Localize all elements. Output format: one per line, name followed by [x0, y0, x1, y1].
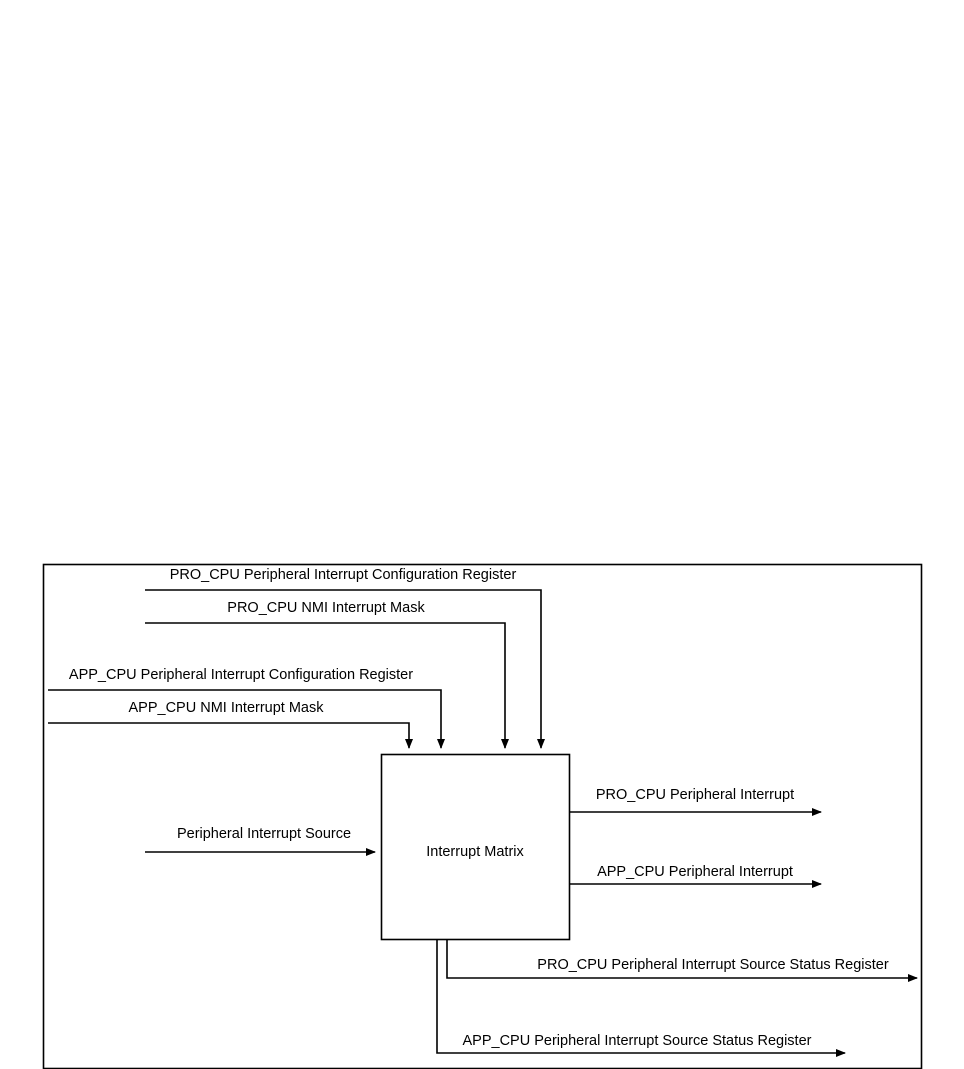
- output-label-pro-cpu-peripheral-interrupt: PRO_CPU Peripheral Interrupt: [595, 787, 795, 803]
- output-label-pro-cpu-source-status: PRO_CPU Peripheral Interrupt Source Status Register: [537, 957, 889, 973]
- input-label-app-cpu-periph-config: APP_CPU Peripheral Interrupt Configuration Register: [68, 667, 414, 683]
- input-line-app-cpu-periph-config: [48, 690, 441, 748]
- output-label-app-cpu-source-status: APP_CPU Peripheral Interrupt Source Status Register: [462, 1033, 812, 1049]
- output-stub-pro-cpu-source-status: [447, 940, 513, 978]
- output-label-app-cpu-peripheral-interrupt: APP_CPU Peripheral Interrupt: [597, 864, 793, 880]
- input-label-peripheral-interrupt-source: Peripheral Interrupt Source: [176, 826, 352, 842]
- input-label-pro-cpu-nmi-mask: PRO_CPU NMI Interrupt Mask: [227, 600, 425, 616]
- input-line-app-cpu-nmi-mask: [48, 723, 409, 748]
- input-label-pro-cpu-periph-config: PRO_CPU Peripheral Interrupt Configuration Register: [169, 567, 517, 583]
- input-line-pro-cpu-nmi-mask: [145, 623, 505, 748]
- input-label-app-cpu-nmi-mask: APP_CPU NMI Interrupt Mask: [128, 700, 324, 716]
- interrupt-matrix-label: Interrupt Matrix: [426, 843, 524, 860]
